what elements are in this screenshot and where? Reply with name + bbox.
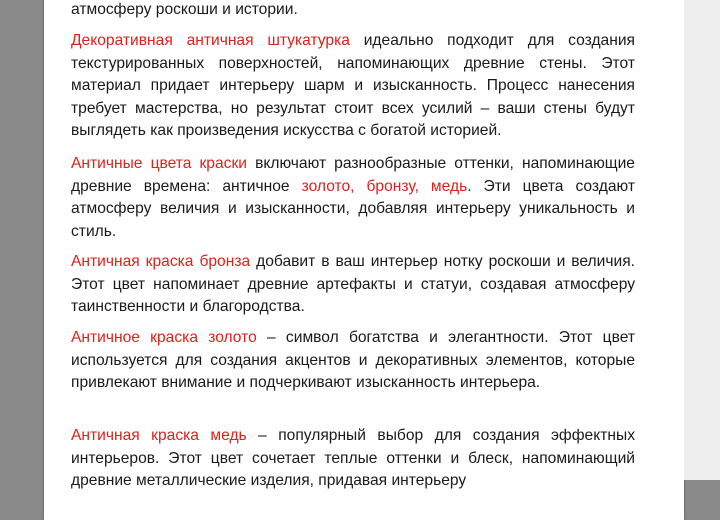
document-page (44, 0, 684, 520)
highlighted-term: Античная краска бронза (71, 253, 251, 270)
paragraph-p4 (71, 327, 635, 395)
paragraph-p3 (71, 251, 635, 319)
paragraph-text: атмосферу роскоши и истории. (71, 1, 298, 18)
scrollbar-track[interactable] (684, 0, 720, 480)
paragraph-p0 (71, 0, 635, 22)
paragraph-p5 (71, 425, 635, 493)
paragraph-p1 (71, 30, 635, 143)
paragraph-text: включают разнообразные оттенки, напоминающие древние времена: античное (71, 155, 635, 195)
paragraph-text: – популярный выбор для создания эффектных интерьеров. Этот цвет сочетает теплые оттенки и блеск, напоминающий древние металлические изделия, придавая интерьеру (71, 427, 635, 489)
highlighted-term: Античные цвета краски (71, 155, 247, 172)
paragraph-text: идеально подходит для создания текстурированных поверхностей, напоминающих древние стены. Этот материал придает интерьеру шарм и изысканность. Процесс нанесения требует мастерства, но результат стоит всех усилий – ваши стены будут выглядеть как произведения искусства с богатой историей. (71, 32, 635, 139)
highlighted-term: золото, бронзу, медь (301, 177, 468, 195)
highlighted-term: Античное краска золото (71, 329, 257, 346)
paragraph-text: – символ богатства и элегантности. Этот цвет используется для создания акцентов и декоративных элементов, которые привлекают внимание и подчеркивают изысканность интерьера. (71, 329, 635, 391)
paragraph-p2 (71, 153, 635, 243)
highlighted-term: Античная краска медь (71, 427, 247, 444)
paragraph-text: добавит в ваш интерьер нотку роскоши и величия. Этот цвет напоминает древние артефакты и статуи, создавая атмосферу таинственности и благородства. (71, 253, 635, 315)
paragraph-text: . Эти цвета создают атмосферу величия и изысканности, добавляя интерьеру уникальность и стиль. (71, 177, 636, 240)
highlighted-term: Декоративная античная штукатурка (71, 32, 350, 49)
